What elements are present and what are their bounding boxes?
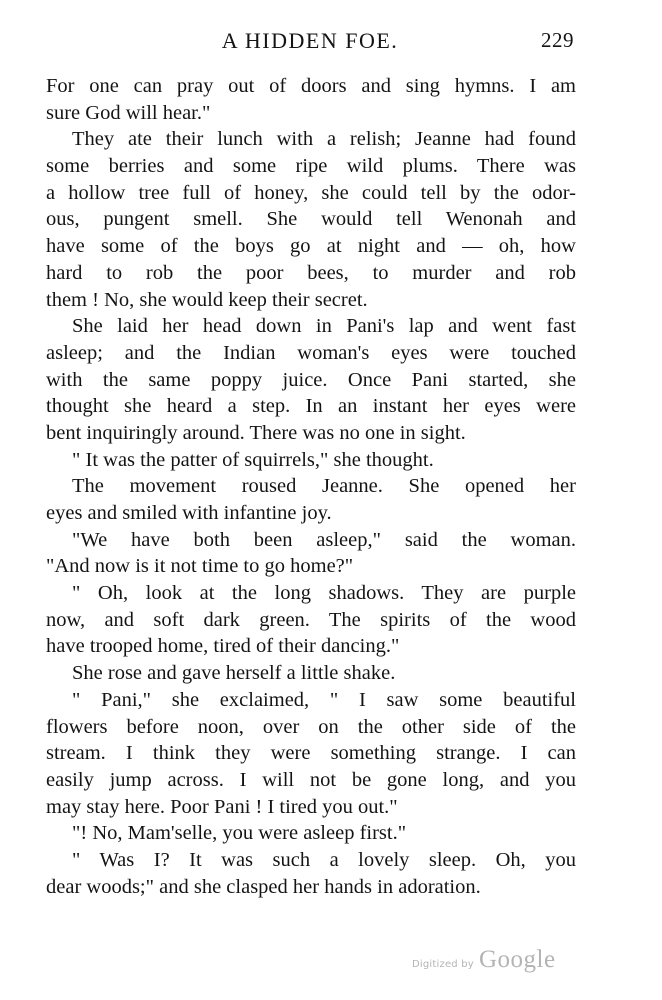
text-line: now, and soft dark green. The spirits of the wood [46, 608, 576, 631]
text-line: with the same poppy juice. Once Pani started, she [46, 368, 576, 391]
google-logo: Google [479, 946, 556, 973]
text-line: She laid her head down in Pani's lap and went fast [72, 315, 576, 338]
text-line: a hollow tree full of honey, she could tell by the odor- [46, 181, 576, 204]
text-line: them ! No, she would keep their secret. [46, 288, 368, 311]
text-line: some berries and some ripe wild plums. There was [46, 155, 576, 178]
page-number: 229 [541, 28, 574, 52]
text-line: " Was I? It was such a lovely sleep. Oh, you [72, 848, 576, 871]
text-line: For one can pray out of doors and sing hymns. I am [46, 75, 576, 97]
text-line: flowers before noon, over on the other side of the [46, 715, 576, 738]
text-line: have trooped home, tired of their dancing." [46, 635, 400, 658]
text-line: have some of the boys go at night and — oh, how [46, 235, 576, 258]
text-line: thought she heard a step. In an instant her eyes were [46, 395, 576, 418]
text-line: dear woods;" and she clasped her hands in adoration. [46, 875, 481, 898]
text-line: " Oh, look at the long shadows. They are purple [72, 582, 576, 605]
text-line: may stay here. Poor Pani ! I tired you out." [46, 795, 398, 818]
text-line: easily jump across. I will not be gone long, and you [46, 768, 576, 791]
text-line: eyes and smiled with infantine joy. [46, 502, 332, 524]
text-line: The movement roused Jeanne. She opened her [72, 475, 576, 498]
digitized-by-google-watermark [412, 946, 556, 974]
text-line: bent inquiringly around. There was no one in sight. [46, 421, 466, 444]
text-line: asleep; and the Indian woman's eyes were touched [46, 341, 576, 364]
text-line: sure God will hear." [46, 101, 211, 124]
running-head: A HIDDEN FOE. [221, 28, 399, 53]
text-line: "We have both been asleep," said the woman. [72, 528, 576, 551]
text-line: They ate their lunch with a relish; Jeanne had found [72, 128, 576, 151]
body-text [46, 73, 576, 900]
text-line: "And now is it not time to go home?" [46, 555, 354, 578]
text-line: "! No, Mam'selle, you were asleep first." [72, 822, 407, 845]
text-line: ous, pungent smell. She would tell Wenonah and [46, 208, 576, 231]
text-line: She rose and gave herself a little shake. [72, 662, 396, 685]
page-header [46, 28, 574, 58]
text-line: hard to rob the poor bees, to murder and rob [46, 261, 576, 284]
text-line: stream. I think they were something strange. I can [46, 742, 576, 765]
text-line: " Pani," she exclaimed, " I saw some beautiful [72, 688, 576, 711]
watermark-small-text: Digitized by [412, 959, 474, 970]
text-line: " It was the patter of squirrels," she thought. [72, 448, 434, 471]
